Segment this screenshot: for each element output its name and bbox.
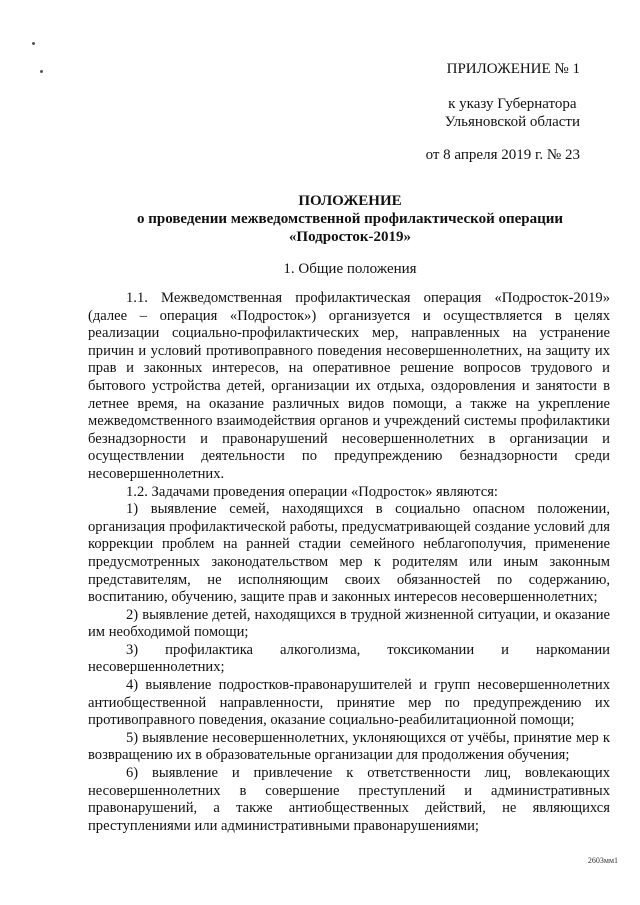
title-line-2: о проведении межведомственной профилактической операции (136, 211, 564, 227)
reference-line-1: к указу Губернатора (448, 96, 577, 112)
paragraph: 5) выявление несовершеннолетних, уклоняющихся от учёбы, принятие мер к возвращению их в образовательные организации для продолжения обучения; (88, 729, 610, 764)
document-title (90, 192, 610, 246)
reference-block (445, 95, 580, 131)
appendix-number: ПРИЛОЖЕНИЕ № 1 (446, 61, 580, 77)
paragraph: 1) выявление семей, находящихся в социально опасном положении, организация профилактической работы, предусматривающей создание условий для коррекции проблем на ранней стадии семейного неблагополучия, применение предусмотренных законодательством мер к родителям или иным законным представителям, не исполняющим своих обязанностей по содержанию, воспитанию, обучению, защите прав и законных интересов несовершеннолетних; (88, 501, 610, 606)
title-line-1: ПОЛОЖЕНИЕ (298, 193, 402, 209)
section-heading: 1. Общие положения (283, 261, 417, 277)
document-body (88, 290, 610, 835)
paragraph: 1.1. Межведомственная профилактическая операция «Подросток-2019» (далее – операция «Подросток») организуется и осуществляется в целях реализации социально-профилактических мер, направленных на устранение причин и условий противоправного поведения несовершеннолетних, на защиту их прав и законных интересов, на оперативное решение вопросов трудового и бытового устройства детей, организации их отдыха, оздоровления и занятости в летнее время, на оказание различных видов помощи, а также на укрепление межведомственного взаимодействия органов и учреждений системы профилактики безнадзорности и правонарушений несовершеннолетних в организации и осуществлении деятельности по предупреждению безнадзорности среди несовершеннолетних. (88, 290, 610, 482)
scan-speck (40, 70, 43, 73)
paragraph: 2) выявление детей, находящихся в трудной жизненной ситуации, и оказание им необходимой помощи; (88, 606, 610, 641)
paragraph: 6) выявление и привлечение к ответственности лиц, вовлекающих несовершеннолетних в совершение преступлений и административных правонарушений, а также антиобщественных действий, не являющихся преступлениями или административными правонарушениями; (88, 765, 610, 834)
scan-speck (32, 42, 35, 45)
decree-date: от 8 апреля 2019 г. № 23 (425, 147, 580, 163)
footer-code: 2603мм1 (587, 856, 618, 865)
title-line-3: «Подросток-2019» (288, 229, 412, 245)
paragraph: 1.2. Задачами проведения операции «Подросток» являются: (126, 483, 498, 500)
paragraph: 3) профилактика алкоголизма, токсикомании и наркомании несовершеннолетних; (88, 641, 610, 676)
reference-line-2: Ульяновской области (444, 114, 580, 130)
paragraph: 4) выявление подростков-правонарушителей и групп несовершеннолетних антиобщественной направленности, принятие мер по предупреждению их противоправного поведения, оказание социально-реабилитационной помощи; (88, 677, 610, 729)
